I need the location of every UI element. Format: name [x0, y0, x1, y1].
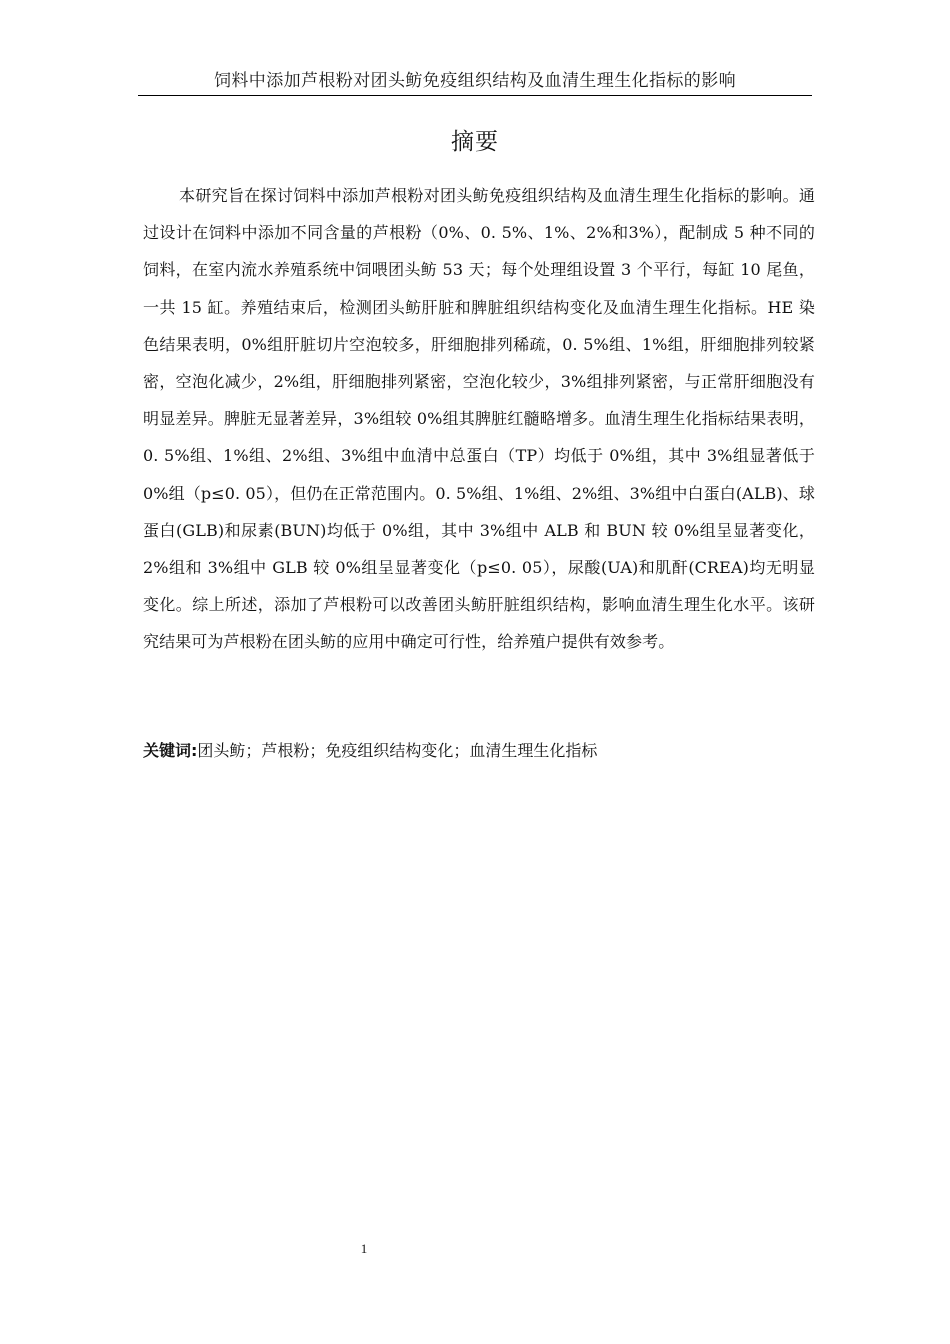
abstract-paragraph: 本研究旨在探讨饲料中添加芦根粉对团头鲂免疫组织结构及血清生理生化指标的影响。通过设计在饲料中添加不同含量的芦根粉（0%、0. 5%、1%、2%和3%），配制成 5 种不同的饲料，在室内流水养殖系统中饲喂团头鲂 53 天；每个处理组设置 3 个平行，每缸 10 尾鱼，一共 15 缸。养殖结束后，检测团头鲂肝脏和脾脏组织结构变化及血清生理生化指标。HE 染色结果表明，0%组肝脏切片空泡较多，肝细胞排列稀疏，0. 5%组、1%组，肝细胞排列较紧密，空泡化减少，2%组，肝细胞排列紧密，空泡化较少，3%组排列紧密，与正常肝细胞没有明显差异。脾脏无显著差异，3%组较 0%组其脾脏红髓略增多。血清生理生化指标结果表明，0. 5%组、1%组、2%组、3%组中血清中总蛋白（TP）均低于 0%组，其中 3%组显著低于 0%组（p≤0. 05），但仍在正常范围内。0. 5%组、1%组、2%组、3%组中白蛋白(ALB)、球蛋白(GLB)和尿素(BUN)均低于 0%组，其中 3%组中 ALB 和 BUN 较 0%组呈显著变化，2%组和 3%组中 GLB 较 0%组呈显著变化（p≤0. 05），尿酸(UA)和肌酐(CREA)均无明显变化。综上所述，添加了芦根粉可以改善团头鲂肝脏组织结构，影响血清生理生化水平。该研究结果可为芦根粉在团头鲂的应用中确定可行性，给养殖户提供有效参考。	[143, 186, 815, 652]
page-number: 1	[360, 1241, 368, 1256]
header-divider	[138, 95, 812, 96]
keywords-text: 团头鲂；芦根粉；免疫组织结构变化；血清生理生化指标	[197, 741, 598, 760]
running-header: 饲料中添加芦根粉对团头鲂免疫组织结构及血清生理生化指标的影响	[214, 71, 736, 91]
keywords-label: 关键词:	[143, 741, 198, 760]
abstract-title: 摘要	[451, 129, 499, 155]
keywords-line	[143, 735, 815, 767]
